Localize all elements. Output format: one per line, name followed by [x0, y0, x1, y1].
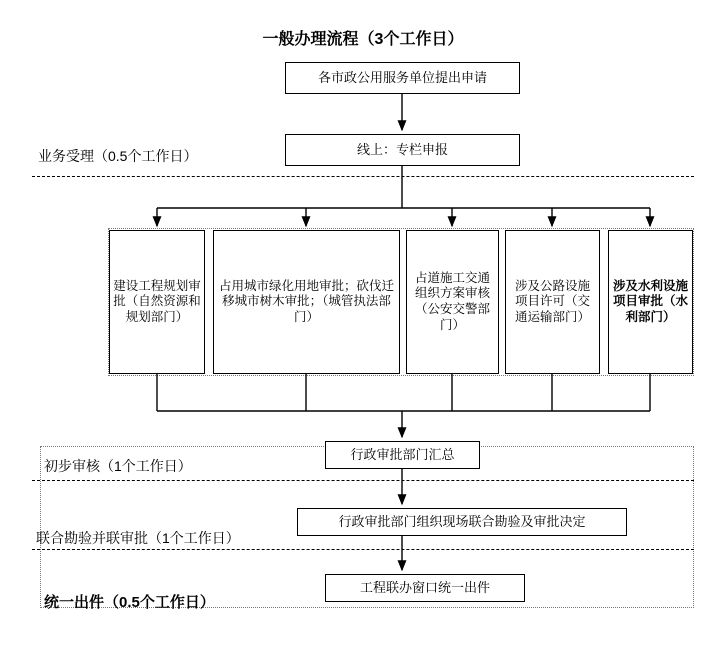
node-apply: 各市政公用服务单位提出申请 [285, 62, 520, 94]
phase-divider-2 [32, 480, 694, 481]
node-summary: 行政审批部门汇总 [325, 441, 480, 469]
phase-label-3: 联合勘验并联审批（1个工作日） [36, 530, 240, 546]
node-online: 线上：专栏申报 [285, 134, 520, 166]
phase-label-2: 初步审核（1个工作日） [44, 458, 192, 474]
node-output: 工程联办窗口统一出件 [325, 574, 525, 602]
branch-box-2: 占用城市绿化用地审批；砍伐迁移城市树木审批；（城管执法部门） [213, 230, 400, 374]
phase-label-4: 统一出件（0.5个工作日） [44, 594, 215, 611]
node-joint: 行政审批部门组织现场联合勘验及审批决定 [297, 508, 627, 536]
branch-box-4: 涉及公路设施项目许可（交通运输部门） [505, 230, 600, 374]
phase-divider-1 [32, 176, 694, 177]
branch-box-1: 建设工程规划审批（自然资源和规划部门） [109, 230, 205, 374]
branch-box-3: 占道施工交通组织方案审核（公安交警部门） [406, 230, 499, 374]
phase-label-1: 业务受理（0.5个工作日） [38, 148, 198, 164]
diagram-title: 一般办理流程（3个工作日） [262, 31, 464, 48]
branch-box-5: 涉及水利设施项目审批（水利部门） [608, 230, 693, 374]
phase-divider-3 [32, 549, 694, 550]
